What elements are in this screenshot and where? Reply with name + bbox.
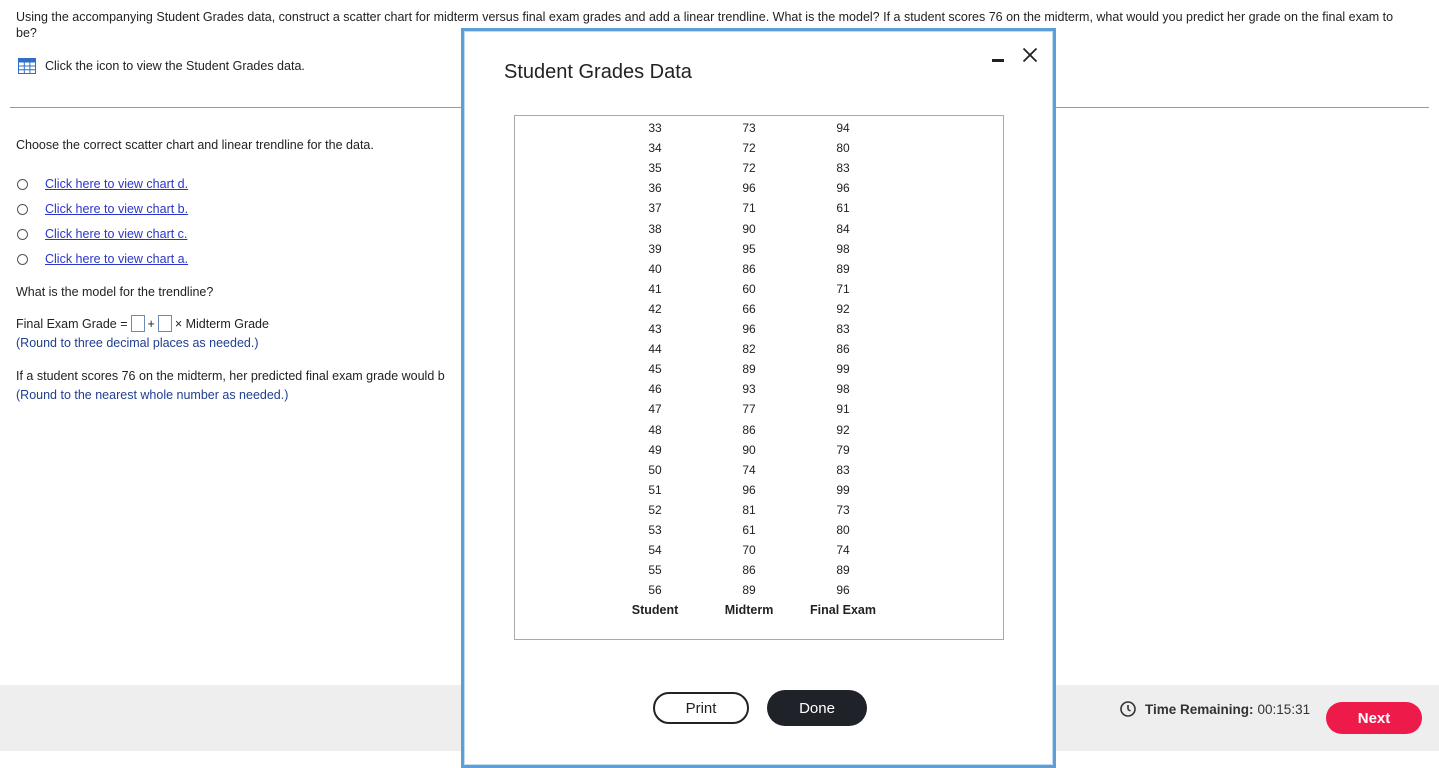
table-cell: 86 — [742, 261, 756, 276]
table-cell: 89 — [742, 362, 756, 377]
table-row — [515, 339, 1003, 359]
table-row — [515, 138, 1003, 158]
model-prompt: What is the model for the trendline? — [16, 285, 214, 299]
formula-left: Final Exam Grade = — [16, 316, 128, 331]
table-row — [515, 560, 1003, 580]
table-cell: 89 — [836, 261, 850, 276]
table-cell: 82 — [742, 342, 756, 357]
intercept-input[interactable] — [131, 315, 145, 332]
table-row — [515, 178, 1003, 198]
table-cell: 37 — [648, 201, 662, 216]
table-row — [515, 540, 1003, 560]
table-cell: 35 — [648, 161, 662, 176]
table-row — [515, 118, 1003, 138]
table-cell: 47 — [648, 402, 662, 417]
table-cell: 98 — [836, 382, 850, 397]
chart-option-d[interactable] — [17, 177, 188, 191]
table-cell: 89 — [836, 563, 850, 578]
table-cell: 73 — [836, 502, 850, 517]
table-cell: 95 — [742, 241, 756, 256]
table-cell: 77 — [742, 402, 756, 417]
table-row — [515, 500, 1003, 520]
table-cell: 44 — [648, 342, 662, 357]
table-row — [515, 580, 1003, 600]
minimize-icon[interactable] — [992, 59, 1004, 62]
table-cell: 61 — [836, 201, 850, 216]
column-header-final-exam: Final Exam — [810, 603, 876, 617]
column-header-student: Student — [631, 603, 679, 617]
table-cell: 53 — [648, 523, 662, 537]
print-button[interactable]: Print — [653, 692, 749, 724]
table-cell: 96 — [836, 181, 850, 196]
table-row — [515, 520, 1003, 540]
chart-link[interactable]: Click here to view chart d. — [45, 177, 189, 191]
table-row — [515, 420, 1003, 440]
table-cell: 38 — [648, 221, 662, 236]
table-row — [515, 379, 1003, 399]
table-row — [515, 158, 1003, 178]
table-cell: 92 — [836, 422, 850, 437]
table-cell: 45 — [648, 362, 662, 377]
table-cell: 52 — [648, 502, 662, 517]
table-row — [515, 259, 1003, 279]
table-cell: 72 — [742, 161, 756, 176]
table-cell: 60 — [742, 281, 756, 296]
table-row — [515, 480, 1003, 500]
table-row — [515, 219, 1003, 239]
table-row — [515, 460, 1003, 480]
close-icon[interactable] — [1022, 47, 1038, 63]
chart-link[interactable]: Click here to view chart b. — [45, 202, 189, 216]
table-cell: 42 — [648, 301, 662, 316]
chart-link[interactable]: Click here to view chart c. — [45, 227, 188, 241]
table-cell: 90 — [742, 442, 756, 457]
table-cell: 80 — [836, 141, 850, 156]
table-cell: 73 — [742, 121, 756, 135]
table-row — [515, 399, 1003, 419]
data-link-row — [18, 58, 305, 74]
table-cell: 72 — [742, 141, 756, 156]
formula-hint: (Round to three decimal places as needed.) — [16, 336, 259, 350]
table-cell: 99 — [836, 362, 850, 377]
trendline-formula — [16, 315, 269, 332]
dialog-title: Student Grades Data — [504, 61, 692, 83]
table-row — [515, 299, 1003, 319]
data-link-text: Click the icon to view the Student Grades data. — [45, 59, 305, 73]
timer-label: Time Remaining: — [1145, 701, 1254, 717]
table-cell: 94 — [836, 121, 850, 135]
radio-button[interactable] — [17, 204, 28, 215]
table-cell: 96 — [742, 181, 756, 196]
table-cell: 55 — [648, 563, 662, 578]
table-cell: 83 — [836, 322, 850, 336]
table-cell: 56 — [648, 583, 662, 598]
table-cell: 39 — [648, 241, 662, 256]
chart-option-b[interactable] — [17, 202, 188, 216]
table-cell: 83 — [836, 161, 850, 176]
radio-button[interactable] — [17, 179, 28, 190]
predict-hint: (Round to the nearest whole number as needed.) — [16, 388, 289, 402]
table-cell: 74 — [742, 462, 756, 477]
table-cell: 70 — [742, 543, 756, 558]
table-cell: 90 — [742, 221, 756, 236]
radio-button[interactable] — [17, 254, 28, 265]
time-remaining — [1120, 701, 1310, 717]
table-cell: 86 — [836, 342, 850, 357]
table-cell: 98 — [836, 241, 850, 256]
table-cell: 61 — [742, 523, 756, 537]
formula-right: × Midterm Grade — [174, 316, 269, 331]
grades-table — [514, 115, 1004, 640]
table-cell: 71 — [742, 201, 756, 216]
table-cell: 66 — [742, 301, 756, 316]
table-cell: 89 — [742, 583, 756, 598]
table-grid-icon[interactable] — [18, 58, 36, 74]
chart-option-c[interactable] — [17, 227, 187, 241]
table-cell: 54 — [648, 543, 662, 558]
table-row — [515, 359, 1003, 379]
table-header — [515, 600, 1003, 620]
chart-option-a[interactable] — [17, 252, 188, 266]
table-cell: 96 — [742, 482, 756, 497]
table-cell: 43 — [648, 322, 662, 336]
table-cell: 48 — [648, 422, 662, 437]
question-text: Using the accompanying Student Grades data, construct a scatter chart for midterm versus final exam grades and add a linear trendline. What is the model? If a student scores 76 on the midterm, what would you predict her grade on the final exam to be? — [16, 10, 1394, 40]
column-header-midterm: Midterm — [724, 603, 774, 617]
table-cell: 36 — [648, 181, 662, 196]
chart-link[interactable]: Click here to view chart a. — [45, 252, 189, 266]
next-button[interactable]: Next — [1326, 702, 1422, 734]
done-button[interactable]: Done — [767, 690, 867, 726]
formula-plus: + — [147, 316, 155, 331]
radio-button[interactable] — [17, 229, 28, 240]
table-cell: 46 — [648, 382, 662, 397]
table-row — [515, 198, 1003, 218]
table-row — [515, 319, 1003, 339]
table-row — [515, 239, 1003, 259]
timer-value: 00:15:31 — [1257, 701, 1311, 717]
table-cell: 96 — [836, 583, 850, 598]
chart-prompt: Choose the correct scatter chart and linear trendline for the data. — [16, 138, 374, 152]
table-cell: 80 — [836, 523, 850, 537]
table-cell: 91 — [836, 402, 850, 417]
table-cell: 41 — [648, 281, 662, 296]
table-cell: 93 — [742, 382, 756, 397]
table-cell: 86 — [742, 422, 756, 437]
table-cell: 79 — [836, 442, 850, 457]
table-cell: 86 — [742, 563, 756, 578]
table-cell: 96 — [742, 322, 756, 336]
student-grades-dialog — [461, 28, 1056, 768]
clock-icon — [1120, 701, 1136, 717]
table-cell: 99 — [836, 482, 850, 497]
table-cell: 34 — [648, 141, 662, 156]
table-cell: 51 — [648, 482, 662, 497]
table-cell: 81 — [742, 502, 756, 517]
table-cell: 71 — [836, 281, 850, 296]
table-cell: 49 — [648, 442, 662, 457]
slope-input[interactable] — [158, 315, 172, 332]
predict-prompt: If a student scores 76 on the midterm, her predicted final exam grade would b — [16, 369, 445, 383]
table-cell: 84 — [836, 221, 850, 236]
table-cell: 40 — [648, 261, 662, 276]
table-row — [515, 279, 1003, 299]
table-cell: 50 — [648, 462, 662, 477]
table-cell: 74 — [836, 543, 850, 558]
table-cell: 33 — [648, 121, 662, 135]
table-row — [515, 440, 1003, 460]
table-cell: 83 — [836, 462, 850, 477]
table-cell: 92 — [836, 301, 850, 316]
